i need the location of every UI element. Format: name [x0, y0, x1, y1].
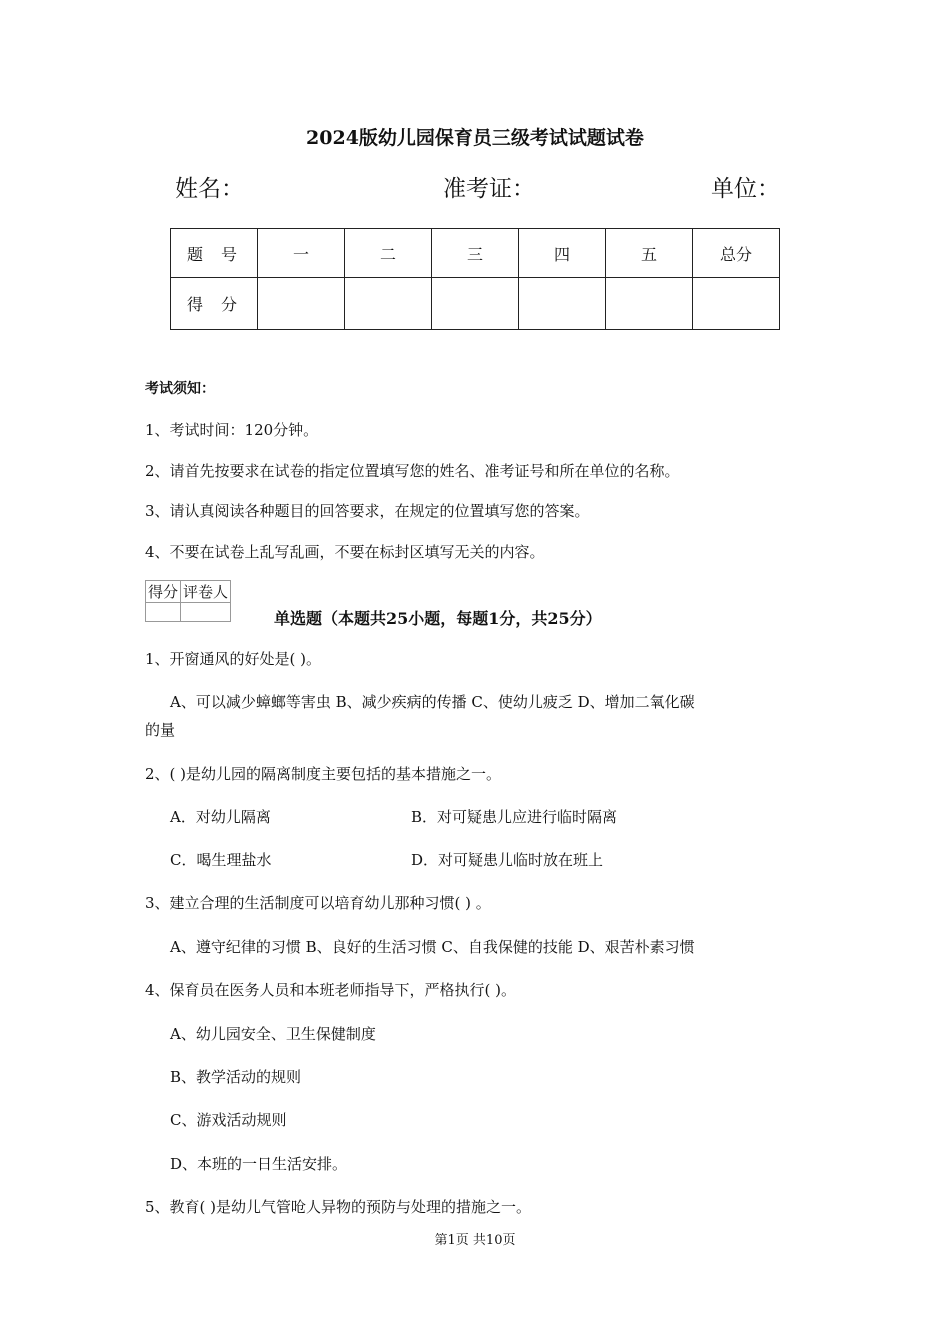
notice-item: 1、考试时间：120分钟。 [145, 421, 319, 439]
question-stem: 3、建立合理的生活制度可以培育幼儿那种习惯( ) 。 [145, 894, 491, 912]
unit-field-label: 单位： [711, 176, 780, 202]
grader-box-grader-label: 评卷人 [181, 581, 231, 603]
score-table-col-total: 总分 [693, 229, 780, 278]
question-option: B、教学活动的规则 [170, 1068, 302, 1086]
question-option: D、本班的一日生活安排。 [170, 1155, 348, 1173]
question-option: C．喝生理盐水 [170, 851, 272, 869]
grader-box-blank-row [146, 603, 231, 622]
notice-item: 4、不要在试卷上乱写乱画，不要在标封区填写无关的内容。 [145, 543, 545, 561]
notice-heading: 考试须知： [145, 381, 215, 397]
grader-box [145, 580, 231, 622]
question-options: A、可以减少蟑螂等害虫 B、减少疾病的传播 C、使幼儿疲乏 D、增加二氧化碳 [170, 693, 695, 711]
exam-number-field-label: 准考证： [443, 176, 535, 202]
question-stem: 4、保育员在医务人员和本班老师指导下，严格执行( )。 [145, 981, 517, 999]
score-table [170, 228, 780, 330]
question-option: B．对可疑患儿应进行临时隔离 [411, 808, 618, 826]
grader-box-blank-cell [146, 603, 181, 622]
score-table-score-row [171, 278, 780, 330]
notice-item: 3、请认真阅读各种题目的回答要求，在规定的位置填写您的答案。 [145, 502, 590, 520]
score-cell [693, 278, 780, 330]
question-option: C、游戏活动规则 [170, 1111, 287, 1129]
question-option: D．对可疑患儿临时放在班上 [411, 851, 604, 869]
question-option: A、幼儿园安全、卫生保健制度 [170, 1025, 376, 1043]
score-table-col-5: 五 [606, 229, 693, 278]
score-table-col-3: 三 [432, 229, 519, 278]
score-table-col-4: 四 [519, 229, 606, 278]
notice-item: 2、请首先按要求在试卷的指定位置填写您的姓名、准考证号和所在单位的名称。 [145, 462, 680, 480]
question-stem: 1、开窗通风的好处是( )。 [145, 650, 322, 668]
question-options: A、遵守纪律的习惯 B、良好的生活习惯 C、自我保健的技能 D、艰苦朴素习惯 [170, 938, 695, 956]
score-cell [606, 278, 693, 330]
name-field-label: 姓名： [175, 176, 244, 202]
score-table-col-2: 二 [345, 229, 432, 278]
score-cell [432, 278, 519, 330]
page-title: 2024版幼儿园保育员三级考试试题试卷 [306, 127, 644, 149]
question-stem: 5、教育( )是幼儿气管呛人异物的预防与处理的措施之一。 [145, 1198, 532, 1216]
section-heading: 单选题（本题共25小题，每题1分，共25分） [274, 609, 602, 628]
page-footer: 第1页 共10页 [434, 1233, 516, 1248]
question-option: A．对幼儿隔离 [170, 808, 271, 826]
grader-box-header-row [146, 581, 231, 603]
score-table-row-label: 得分 [171, 278, 258, 330]
score-table-header-row [171, 229, 780, 278]
score-table-header-label: 题号 [171, 229, 258, 278]
question-stem: 2、( )是幼儿园的隔离制度主要包括的基本措施之一。 [145, 765, 502, 783]
grader-box-score-label: 得分 [146, 581, 181, 603]
score-cell [519, 278, 606, 330]
grader-box-blank-cell [181, 603, 231, 622]
score-table-col-1: 一 [258, 229, 345, 278]
score-cell [258, 278, 345, 330]
question-options-wrap: 的量 [145, 721, 176, 739]
score-cell [345, 278, 432, 330]
